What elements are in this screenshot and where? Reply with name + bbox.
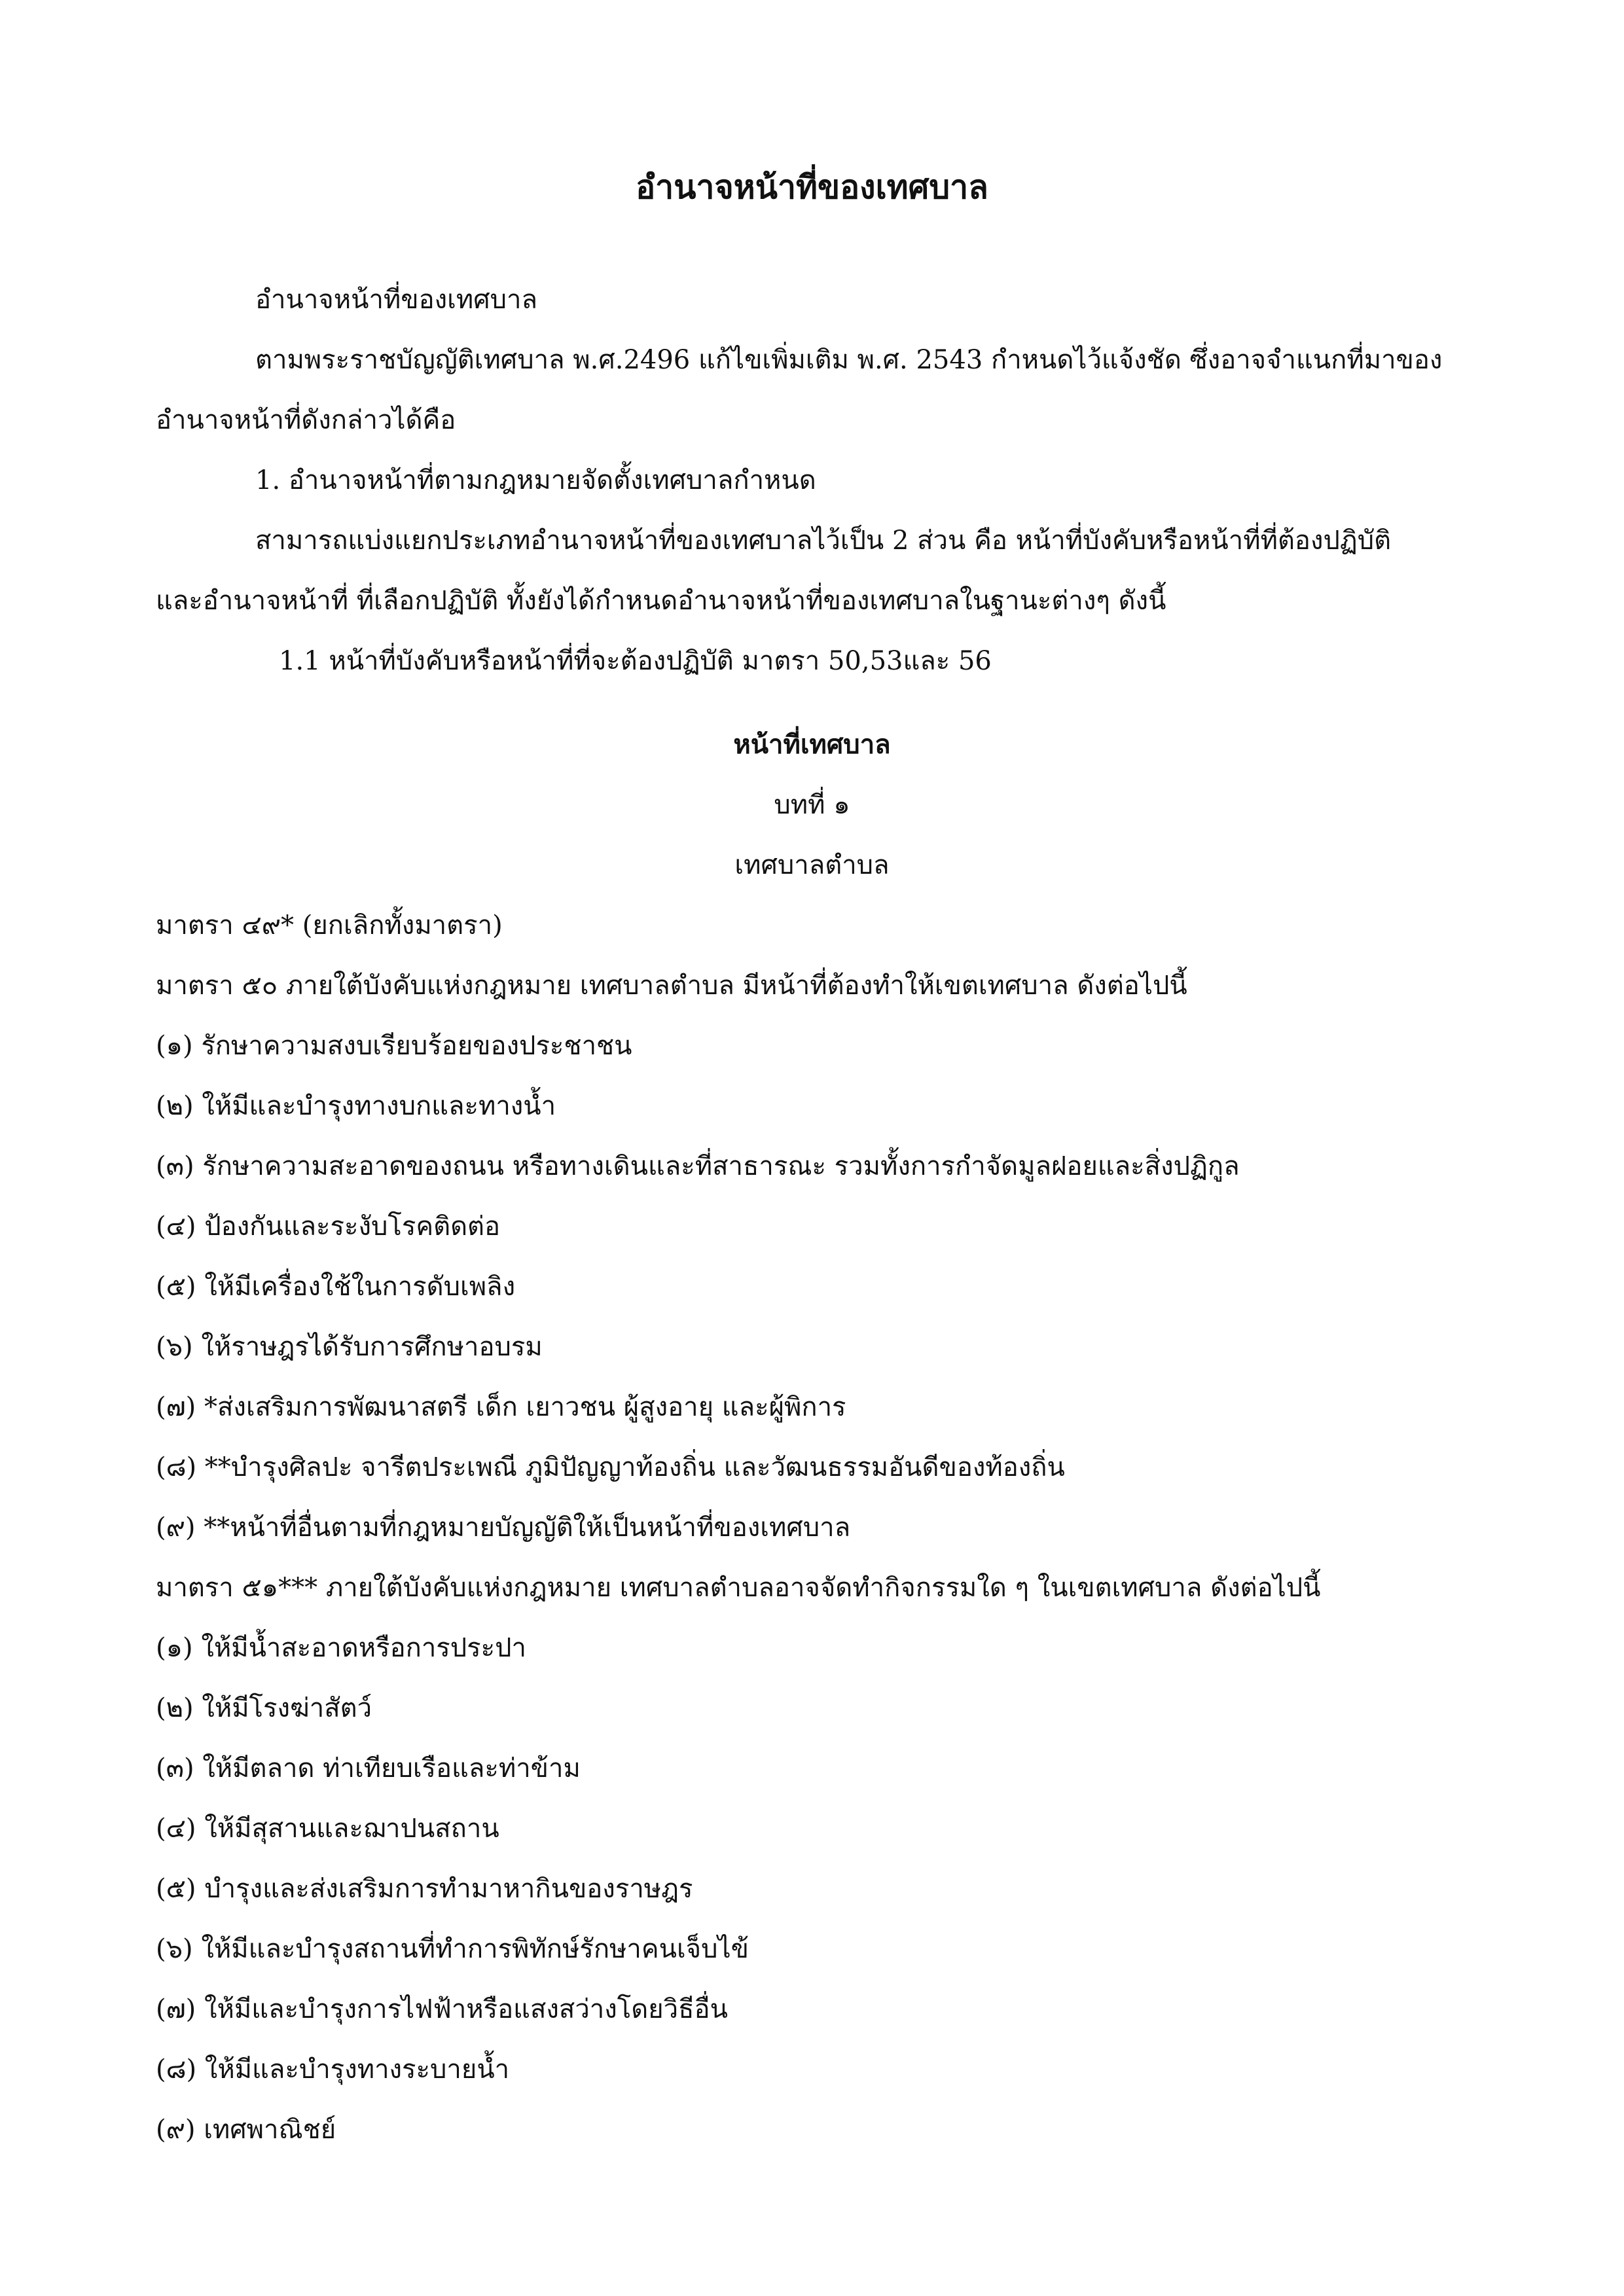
- list-item: (๙) **หน้าที่อื่นตามที่กฎหมายบัญญัติให้เป็นหน้าที่ของเทศบาล: [156, 1513, 851, 1543]
- list-item: (๒) ให้มีโรงฆ่าสัตว์: [156, 1693, 372, 1723]
- list-item: (๓) ให้มีตลาด ท่าเทียบเรือและท่าข้าม: [156, 1753, 581, 1784]
- list-item: (๗) ให้มีและบำรุงการไฟฟ้าหรือแสงสว่างโดยวิธีอื่น: [156, 1994, 728, 2024]
- intro-line: 1.1 หน้าที่บังคับหรือหน้าที่ที่จะต้องปฏิบัติ มาตรา 50,53และ 56: [279, 646, 992, 676]
- intro-line: 1. อำนาจหน้าที่ตามกฎหมายจัดตั้งเทศบาลกำหนด: [255, 465, 816, 495]
- list-item: (๔) ให้มีสุสานและฌาปนสถาน: [156, 1814, 499, 1844]
- list-item: (๖) ให้ราษฎรได้รับการศึกษาอบรม: [156, 1332, 543, 1362]
- list-item: (๑) ให้มีน้ำสะอาดหรือการประปา: [156, 1633, 526, 1663]
- heading-subdistrict: เทศบาลตำบล: [734, 850, 890, 880]
- list-item: (๘) ให้มีและบำรุงทางระบายน้ำ: [156, 2054, 510, 2085]
- list-item: (๘) **บำรุงศิลปะ จารีตประเพณี ภูมิปัญญาท้องถิ่น และวัฒนธรรมอันดีของท้องถิ่น: [156, 1452, 1065, 1482]
- list-item: มาตรา ๕๐ ภายใต้บังคับแห่งกฎหมาย เทศบาลตำบล มีหน้าที่ต้องทำให้เขตเทศบาล ดังต่อไปนี้: [156, 971, 1187, 1001]
- list-item: (๖) ให้มีและบำรุงสถานที่ทำการพิทักษ์รักษาคนเจ็บไข้: [156, 1934, 749, 1964]
- list-item: (๔) ป้องกันและระงับโรคติดต่อ: [156, 1211, 501, 1242]
- list-item: (๕) บำรุงและส่งเสริมการทำมาหากินของราษฎร: [156, 1874, 693, 1904]
- list-item: (๓) รักษาความสะอาดของถนน หรือทางเดินและที่สาธารณะ รวมทั้งการกำจัดมูลฝอยและสิ่งปฏิกูล: [156, 1151, 1240, 1181]
- heading-chapter: บทที่ ๑: [774, 790, 850, 820]
- section-heading: [0, 715, 1624, 895]
- list-item: (๑) รักษาความสงบเรียบร้อยของประชาชน: [156, 1031, 632, 1061]
- intro-line: อำนาจหน้าที่ของเทศบาล: [255, 285, 537, 315]
- law-sections: [156, 895, 1471, 2160]
- list-item: มาตรา ๔๙* (ยกเลิกทั้งมาตรา): [156, 910, 503, 941]
- list-item: (๙) เทศพาณิชย์: [156, 2115, 336, 2145]
- heading-duties: หน้าที่เทศบาล: [733, 729, 891, 760]
- list-item: มาตรา ๕๑*** ภายใต้บังคับแห่งกฎหมาย เทศบาลตำบลอาจจัดทำกิจกรรมใด ๆ ในเขตเทศบาล ดังต่อไปนี้: [156, 1573, 1321, 1603]
- intro-line: สามารถแบ่งแยกประเภทอำนาจหน้าที่ของเทศบาลไว้เป็น 2 ส่วน คือ หน้าที่บังคับหรือหน้าที่ที่ต้องปฏิบัติ: [255, 526, 1392, 556]
- list-item: (๒) ให้มีและบำรุงทางบกและทางน้ำ: [156, 1091, 556, 1121]
- intro-line: และอำนาจหน้าที่ ที่เลือกปฏิบัติ ทั้งยังได้กำหนดอำนาจหน้าที่ของเทศบาลในฐานะต่างๆ ดังนี้: [156, 586, 1166, 616]
- intro-section: [156, 270, 1471, 691]
- intro-line: ตามพระราชบัญญัติเทศบาล พ.ศ.2496 แก้ไขเพิ่มเติม พ.ศ. 2543 กำหนดไว้แจ้งชัด ซึ่งอาจจำแนกที่มาของ: [255, 345, 1443, 375]
- list-item: (๕) ให้มีเครื่องใช้ในการดับเพลิง: [156, 1272, 516, 1302]
- page-title: อำนาจหน้าที่ของเทศบาล: [636, 168, 988, 206]
- intro-line: อำนาจหน้าที่ดังกล่าวได้คือ: [156, 405, 456, 435]
- list-item: (๗) *ส่งเสริมการพัฒนาสตรี เด็ก เยาวชน ผู้สูงอายุ และผู้พิการ: [156, 1392, 846, 1422]
